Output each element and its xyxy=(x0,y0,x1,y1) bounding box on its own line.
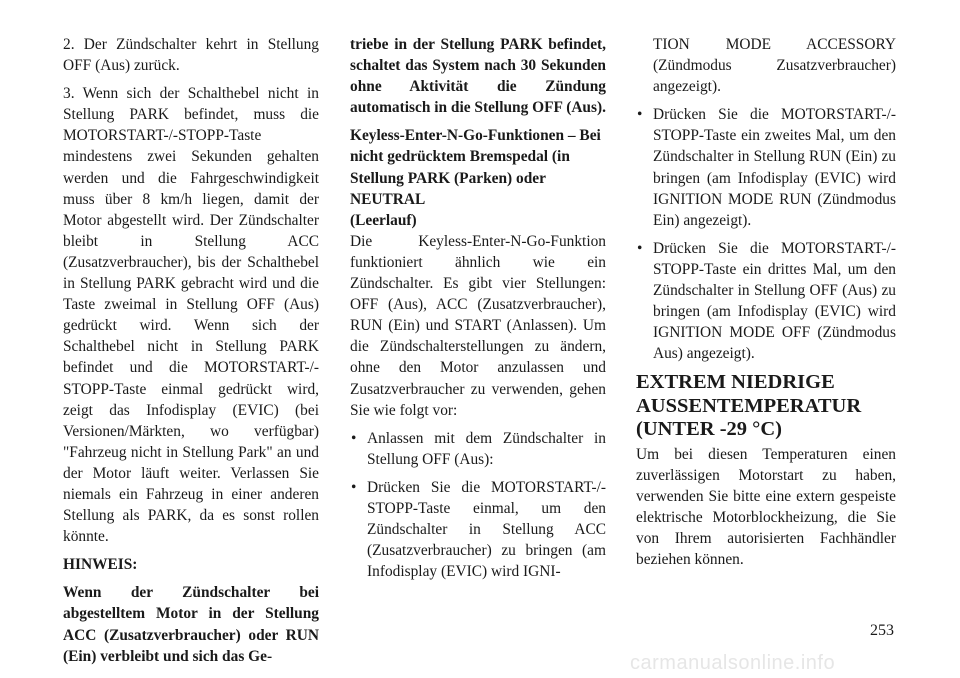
watermark-text: carmanualsonline.info xyxy=(630,652,836,674)
subsection-heading-end: (Leerlauf) xyxy=(350,211,417,229)
text-column-left xyxy=(63,34,319,667)
step-2-paragraph: 2. Der Zündschalter kehrt in Stellung OFF (Aus) zurück. xyxy=(63,36,319,75)
section-title: EXTREM NIEDRIGE AUSSENTEMPERATUR (UNTER -29 °C) xyxy=(636,371,862,441)
note-text-start: Wenn der Zündschalter bei abgestelltem Motor in der Stellung ACC (Zusatzverbraucher) oder RUN (Ein) verbleibt und sich das Ge- xyxy=(63,584,319,665)
section-body-paragraph: Um bei diesen Temperaturen einen zuverlässigen Motorstart zu haben, verwenden Sie bitte eine extern gespeiste elektrische Motorblockheizung, die Sie von Ihrem autorisierten Fachhändler beziehen können. xyxy=(636,445,896,569)
bullet-item: • Drücken Sie die MOTORSTART-/-STOPP-Taste ein zweites Mal, um den Zündschalter in Stellung RUN (Ein) zu bringen (am Infodisplay (EVIC) wird IGNITION MODE RUN (Zündmodus Ein) angezeigt). xyxy=(636,104,896,231)
step-3-paragraph: 3. Wenn sich der Schalthebel nicht in Stellung PARK befindet, muss die MOTORSTART-/-STOPP-Taste mindestens zwei Sekunden gehalten werden und die Fahrgeschwindigkeit muss über 8 km/h liegen, damit der Motor abgestellt wird. Der Zündschalter bleibt in Stellung ACC (Zusatzverbraucher), bis der Schalthebel in Stellung PARK gebracht wird und die Taste zweimal in Stellung OFF (Aus) gedrückt wird. Wenn sich der Schalthebel nicht in Stellung PARK befindet und die MOTORSTART-/-STOPP-Taste einmal gedrückt wird, zeigt das Infodisplay (EVIC) (bei Versionen/Märkten, wo verfügbar) "Fahrzeug nicht in Stellung Park" an und der Motor läuft weiter. Verlassen Sie niemals ein Fahrzeug in einer anderen Stellung als PARK, da es sonst rollen könnte. xyxy=(63,85,319,546)
text-column-middle xyxy=(350,34,606,582)
note-label: HINWEIS: xyxy=(63,556,138,574)
bullet-continuation: TION MODE ACCESSORY (Zündmodus Zusatzverbraucher) angezeigt). xyxy=(653,36,896,96)
keyless-body-paragraph: Die Keyless-Enter-N-Go-Funktion funktioniert ähnlich wie ein Zündschalter. Es gibt vier Stellungen: OFF (Aus), ACC (Zusatzverbraucher), RUN (Ein) und START (Anlassen). Um die Zündschalterstellungen zu ändern, ohne den Motor anzulassen und Zusatzverbraucher zu verwenden, gehen Sie wie folgt vor: xyxy=(350,232,606,419)
page-number: 253 xyxy=(870,622,894,639)
bullet-item: • Anlassen mit dem Zündschalter in Stellung OFF (Aus): xyxy=(350,428,606,470)
text-column-right xyxy=(636,34,896,570)
bullet-item: • Drücken Sie die MOTORSTART-/-STOPP-Taste ein drittes Mal, um den Zündschalter in Stellung OFF (Aus) zu bringen (am Infodisplay (EVIC) wird IGNITION MODE OFF (Zündmodus Aus) angezeigt). xyxy=(636,238,896,365)
note-text-end: triebe in der Stellung PARK befindet, schaltet das System nach 30 Sekunden ohne Aktivität die Zündung automatisch in die Stellung OFF (Aus). xyxy=(350,36,606,117)
bullet-item: • Drücken Sie die MOTORSTART-/-STOPP-Taste einmal, um den Zündschalter in Stellung ACC (Zusatzverbraucher) zu bringen (am Infodisplay (EVIC) wird IGNI- xyxy=(350,477,606,582)
subsection-heading: Keyless-Enter-N-Go-Funktionen – Bei nicht gedrücktem Bremspedal (in Stellung PARK (Parken) oder NEUTRAL xyxy=(350,127,601,208)
